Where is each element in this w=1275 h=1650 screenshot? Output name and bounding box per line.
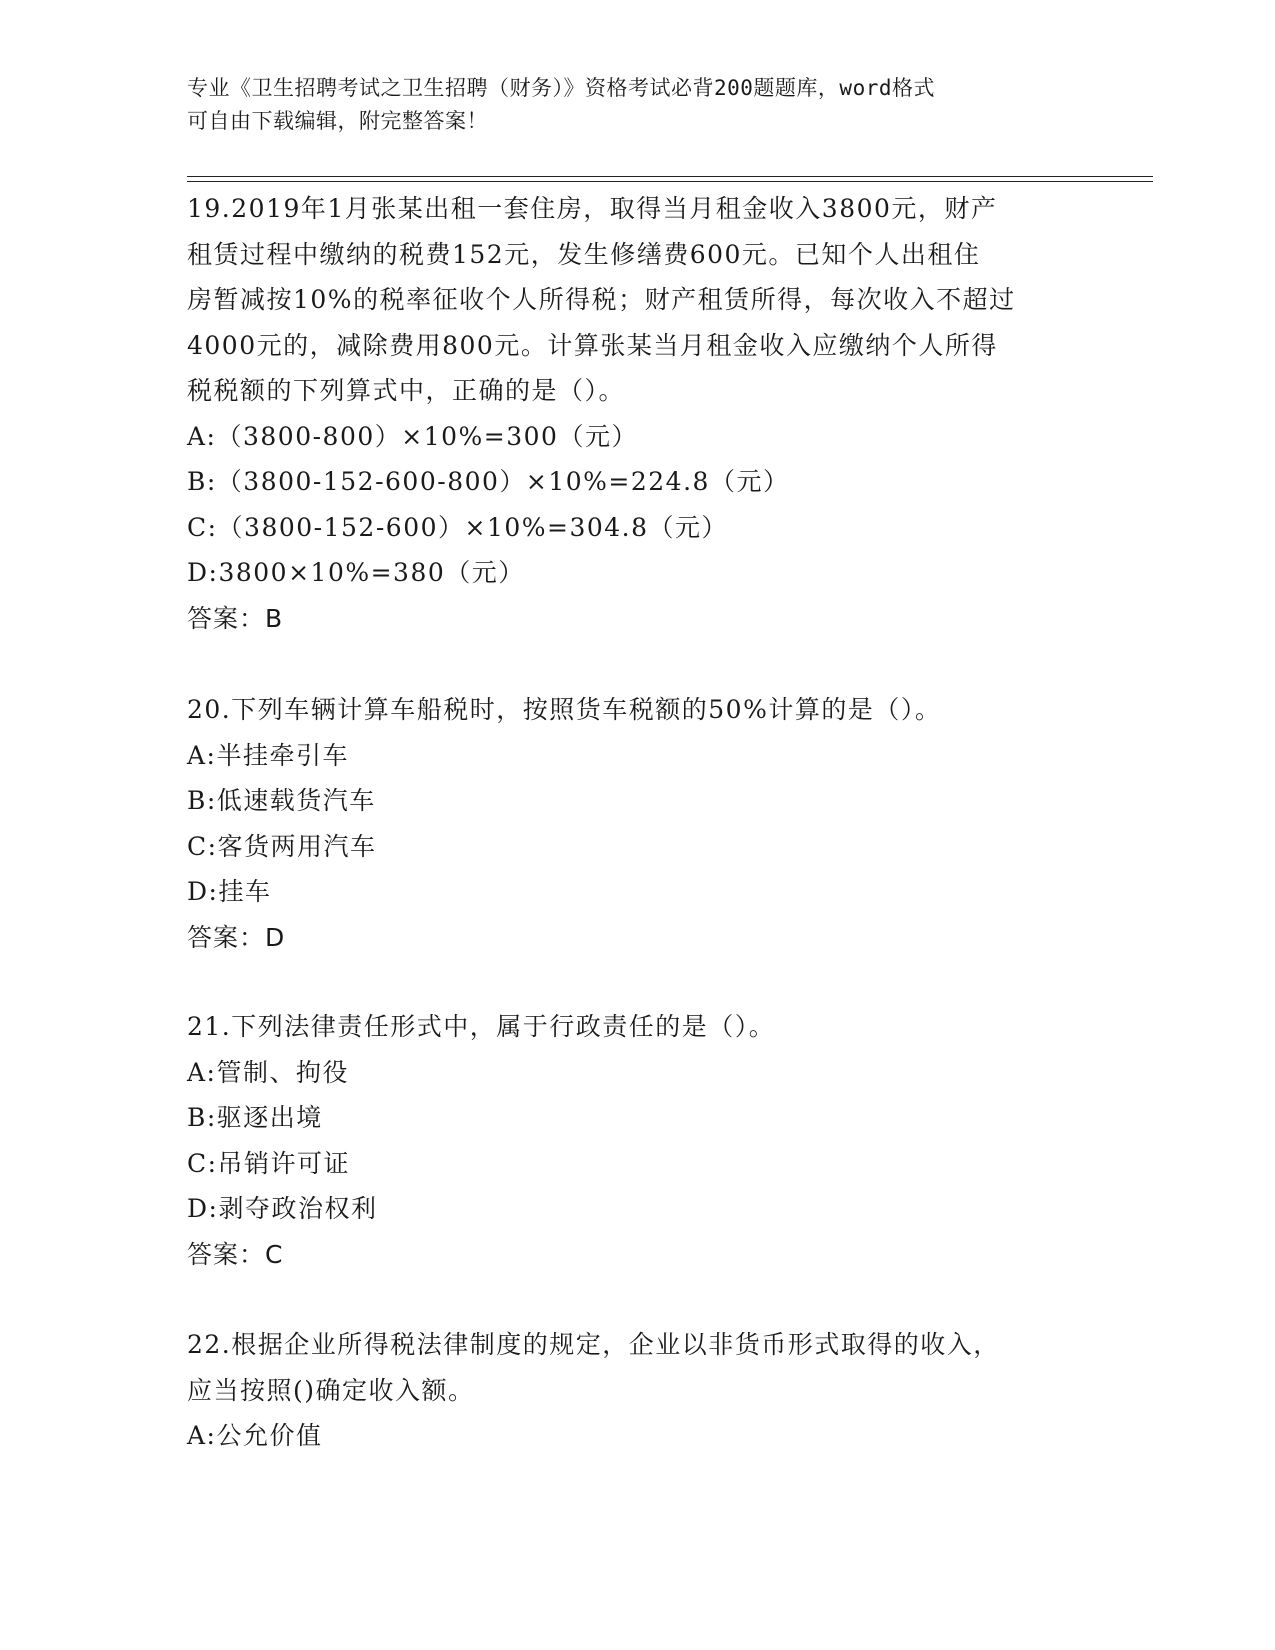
option-c: C:吊销许可证 xyxy=(187,1148,351,1178)
option-a: A:半挂牵引车 xyxy=(187,740,349,770)
option-b: B:驱逐出境 xyxy=(187,1103,323,1132)
option-d: D:3800×10%=380（元） xyxy=(187,558,525,587)
header-line-2: 可自由下载编辑，附完整答案！ xyxy=(187,109,488,133)
option-a: A:公允价值 xyxy=(187,1421,323,1450)
question-line: 19.2019年1月张某出租一套住房，取得当月租金收入3800元，财产 xyxy=(187,194,998,223)
option-c: C:（3800-152-600）×10%=304.8（元） xyxy=(187,512,729,542)
question-line: 应当按照()确定收入额。 xyxy=(187,1375,475,1405)
header-divider-top xyxy=(187,176,1153,177)
question-21 xyxy=(187,1004,1087,1277)
question-20 xyxy=(187,687,1087,960)
question-line: 租赁过程中缴纳的税费152元，发生修缮费600元。已知个人出租住 xyxy=(187,239,981,269)
option-a: A:（3800-800）×10%=300（元） xyxy=(187,421,638,451)
option-d: D:剥夺政治权利 xyxy=(187,1194,378,1223)
answer-line: 答案：D xyxy=(187,922,286,952)
question-22 xyxy=(187,1322,1087,1459)
answer-line: 答案：B xyxy=(187,603,284,633)
header-line-1: 专业《卫生招聘考试之卫生招聘（财务）》资格考试必背200题题库，word格式 xyxy=(187,76,935,100)
option-b: B:（3800-152-600-800）×10%=224.8（元） xyxy=(187,467,790,496)
option-c: C:客货两用汽车 xyxy=(187,831,377,861)
question-line: 22.根据企业所得税法律制度的规定，企业以非货币形式取得的收入， xyxy=(187,1330,1000,1359)
header-divider-bottom xyxy=(187,181,1153,182)
question-line: 税税额的下列算式中，正确的是（）。 xyxy=(187,376,626,405)
option-d: D:挂车 xyxy=(187,877,272,906)
answer-line: 答案：C xyxy=(187,1239,284,1269)
option-a: A:管制、拘役 xyxy=(187,1057,349,1087)
document-header xyxy=(187,72,1067,138)
option-b: B:低速载货汽车 xyxy=(187,786,376,815)
question-line: 房暂减按10%的税率征收个人所得税；财产租赁所得，每次收入不超过 xyxy=(187,285,1016,314)
question-19 xyxy=(187,186,1087,641)
question-line: 20.下列车辆计算车船税时，按照货车税额的50%计算的是（）。 xyxy=(187,695,942,724)
question-line: 21.下列法律责任形式中，属于行政责任的是（）。 xyxy=(187,1012,776,1041)
question-line: 4000元的，减除费用800元。计算张某当月租金收入应缴纳个人所得 xyxy=(187,330,998,360)
